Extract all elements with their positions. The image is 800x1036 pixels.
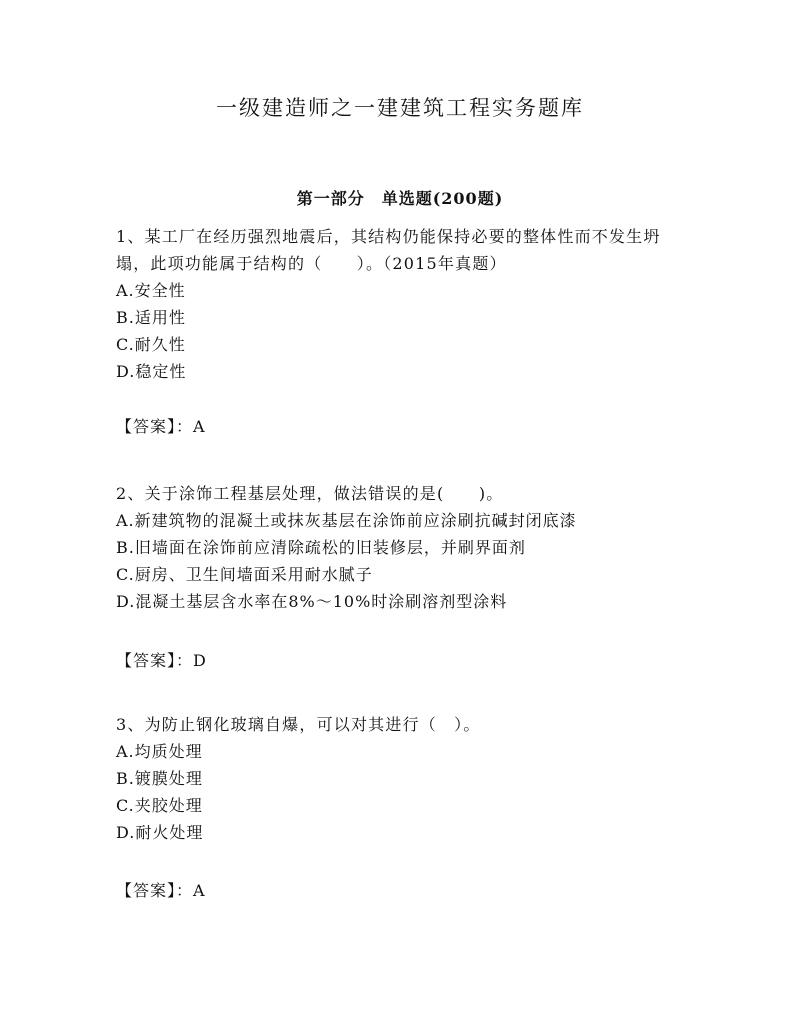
- option-c: C.耐久性: [116, 335, 186, 354]
- question-text: 1、某工厂在经历强烈地震后，其结构仍能保持必要的整体性而不发生坍塌，此项功能属于结构的（ ）。（2015年真题）: [116, 227, 661, 273]
- option-c: C.厨房、卫生间墙面采用耐水腻子: [116, 565, 373, 584]
- question-2: [116, 480, 686, 615]
- answer-1: 【答案】：A: [116, 417, 206, 436]
- page-title: 一级建造师之一建建筑工程实务题库: [216, 96, 584, 120]
- question-text: 3、为防止钢化玻璃自爆，可以对其进行（ ）。: [116, 715, 481, 734]
- option-a: A.新建筑物的混凝土或抹灰基层在涂饰前应涂刷抗碱封闭底漆: [116, 511, 577, 530]
- option-a: A.安全性: [116, 281, 186, 300]
- section-title: 第一部分 单选题(200题): [296, 189, 504, 208]
- answer-2: 【答案】：D: [116, 651, 207, 670]
- option-d: D.混凝土基层含水率在8%～10%时涂刷溶剂型涂料: [116, 592, 508, 611]
- question-1: [116, 223, 686, 385]
- question-3: [116, 711, 686, 846]
- option-a: A.均质处理: [116, 742, 203, 761]
- question-text: 2、关于涂饰工程基层处理，做法错误的是( )。: [116, 484, 504, 503]
- option-b: B.镀膜处理: [116, 769, 203, 788]
- option-b: B.旧墙面在涂饰前应清除疏松的旧装修层，并刷界面剂: [116, 538, 526, 557]
- option-b: B.适用性: [116, 308, 186, 327]
- option-c: C.夹胶处理: [116, 796, 203, 815]
- option-d: D.耐火处理: [116, 823, 204, 842]
- answer-3: 【答案】：A: [116, 881, 206, 900]
- option-d: D.稳定性: [116, 362, 187, 381]
